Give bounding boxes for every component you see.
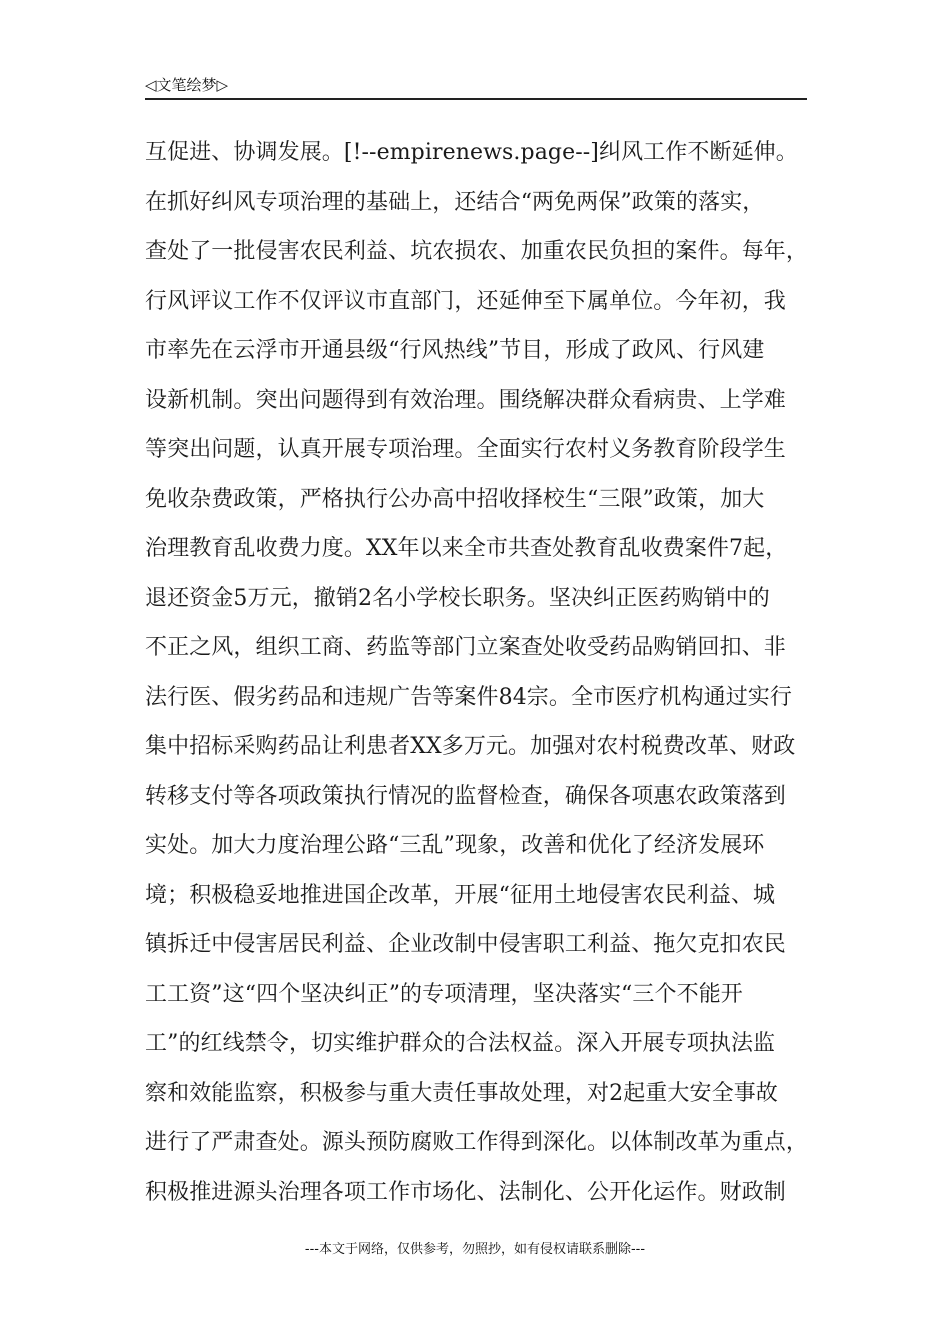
body-line: 在抓好纠风专项治理的基础上，还结合“两免两保”政策的落实， [145,189,765,215]
body-line: 转移支付等各项政策执行情况的监督检查，确保各项惠农政策落到 [145,783,786,809]
body-line: 行风评议工作不仅评议市直部门，还延伸至下属单位。今年初，我 [145,288,786,314]
body-line: 进行了严肃查处。源头预防腐败工作得到深化。以体制改革为重点， [145,1130,809,1155]
body-line: 免收杂费政策，严格执行公办高中招收择校生“三限”政策，加大 [145,486,765,512]
body-line: 设新机制。突出问题得到有效治理。围绕解决群众看病贵、上学难 [145,387,786,413]
body-line: 察和效能监察，积极参与重大责任事故处理，对2起重大安全事故 [145,1080,778,1106]
header-brand: ◁文笔绘梦▷ [145,76,229,94]
body-line: 等突出问题，认真开展专项治理。全面实行农村义务教育阶段学生 [145,437,786,462]
body-line: 集中招标采购药品让利患者XX多万元。加强对农村税费改革、财政 [145,734,796,759]
body-line: 退还资金5万元，撤销2名小学校长职务。坚决纠正医药购销中的 [145,585,770,611]
body-line: 境；积极稳妥地推进国企改革，开展“征用土地侵害农民利益、城 [145,882,776,908]
body-line: 法行医、假劣药品和违规广告等案件84宗。全市医疗机构通过实行 [145,684,792,710]
document-body [145,128,845,1217]
body-line: 镇拆迁中侵害居民利益、企业改制中侵害职工利益、拖欠克扣农民 [145,932,786,957]
body-line: 工工资”这“四个坚决纠正”的专项清理，坚决落实“三个不能开 [145,981,743,1007]
body-line: 治理教育乱收费力度。XX年以来全市共查处教育乱收费案件7起， [145,536,788,561]
body-line: 实处。加大力度治理公路“三乱”现象，改善和优化了经济发展环 [145,833,765,858]
body-line: 查处了一批侵害农民利益、坑农损农、加重农民负担的案件。每年， [145,239,809,264]
body-line: 市率先在云浮市开通县级“行风热线”节目，形成了政风、行风建 [145,338,765,363]
body-line: 积极推进源头治理各项工作市场化、法制化、公开化运作。财政制 [145,1179,786,1205]
page-header [145,74,807,100]
body-line: 不正之风，组织工商、药监等部门立案查处收受药品购销回扣、非 [145,635,786,660]
body-line: 互促进、协调发展。[!--empirenews.page--]纠风工作不断延伸。 [145,140,798,165]
body-line: 工”的红线禁令，切实维护群众的合法权益。深入开展专项执法监 [145,1031,776,1056]
footer-disclaimer: ---本文于网络，仅供参考，勿照抄，如有侵权请联系删除--- [304,1242,646,1257]
